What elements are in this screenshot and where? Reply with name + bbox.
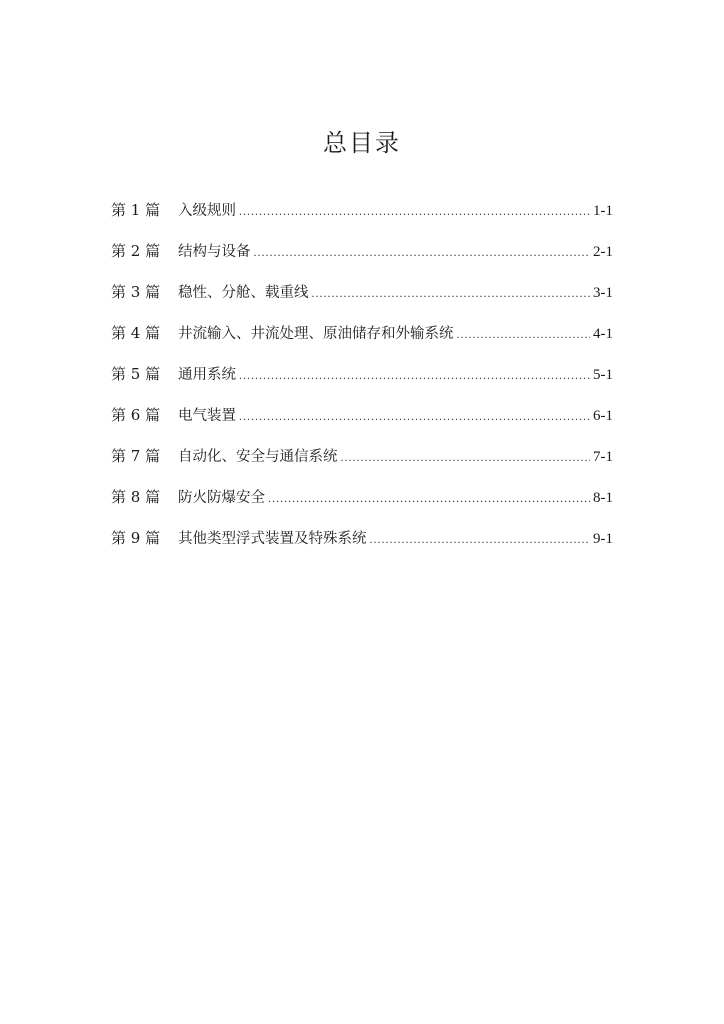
dot-leader: [312, 281, 591, 305]
toc-entry-7[interactable]: [111, 444, 613, 485]
toc-entry-number: 第 5 篇: [111, 365, 161, 383]
dot-leader: [370, 527, 591, 551]
toc-entry-title: 通用系统: [178, 367, 236, 383]
toc-entry-title: 自动化、安全与通信系统: [178, 449, 338, 465]
toc-entry-title: 稳性、分舱、载重线: [178, 285, 309, 301]
toc-entry-number: 第 9 篇: [111, 529, 161, 547]
toc-entry-number: 第 6 篇: [111, 406, 161, 424]
toc-entry-5[interactable]: [111, 362, 613, 403]
dot-leader: [239, 363, 590, 387]
toc-entry-3[interactable]: [111, 280, 613, 321]
toc-entry-page: 1-1: [593, 203, 613, 219]
toc-entry-title: 结构与设备: [178, 244, 251, 260]
toc-entry-number: 第 1 篇: [111, 201, 161, 219]
dot-leader: [457, 322, 591, 346]
toc-entry-number: 第 8 篇: [111, 488, 161, 506]
toc-entry-2[interactable]: [111, 239, 613, 280]
dot-leader: [239, 199, 590, 223]
toc-entry-page: 3-1: [593, 285, 613, 301]
toc-entry-number: 第 2 篇: [111, 242, 161, 260]
toc-entry-8[interactable]: [111, 485, 613, 526]
toc-entry-page: 9-1: [593, 531, 613, 547]
toc-entry-page: 5-1: [593, 367, 613, 383]
dot-leader: [268, 486, 590, 510]
table-of-contents: [111, 198, 613, 567]
dot-leader: [254, 240, 591, 264]
toc-entry-number: 第 3 篇: [111, 283, 161, 301]
toc-entry-number: 第 7 篇: [111, 447, 161, 465]
dot-leader: [239, 404, 590, 428]
toc-entry-page: 2-1: [593, 244, 613, 260]
toc-entry-page: 4-1: [593, 326, 613, 342]
page-title: 总目录: [323, 129, 401, 157]
toc-entry-number: 第 4 篇: [111, 324, 161, 342]
toc-entry-title: 入级规则: [178, 203, 236, 219]
dot-leader: [341, 445, 591, 469]
toc-entry-1[interactable]: [111, 198, 613, 239]
toc-entry-page: 6-1: [593, 408, 613, 424]
toc-entry-page: 8-1: [593, 490, 613, 506]
toc-entry-title: 电气装置: [178, 408, 236, 424]
toc-entry-9[interactable]: [111, 526, 613, 567]
toc-entry-title: 其他类型浮式装置及特殊系统: [178, 531, 367, 547]
toc-entry-title: 防火防爆安全: [178, 490, 265, 506]
toc-entry-page: 7-1: [593, 449, 613, 465]
toc-entry-title: 井流输入、井流处理、原油储存和外输系统: [178, 326, 454, 342]
toc-entry-6[interactable]: [111, 403, 613, 444]
toc-entry-4[interactable]: [111, 321, 613, 362]
